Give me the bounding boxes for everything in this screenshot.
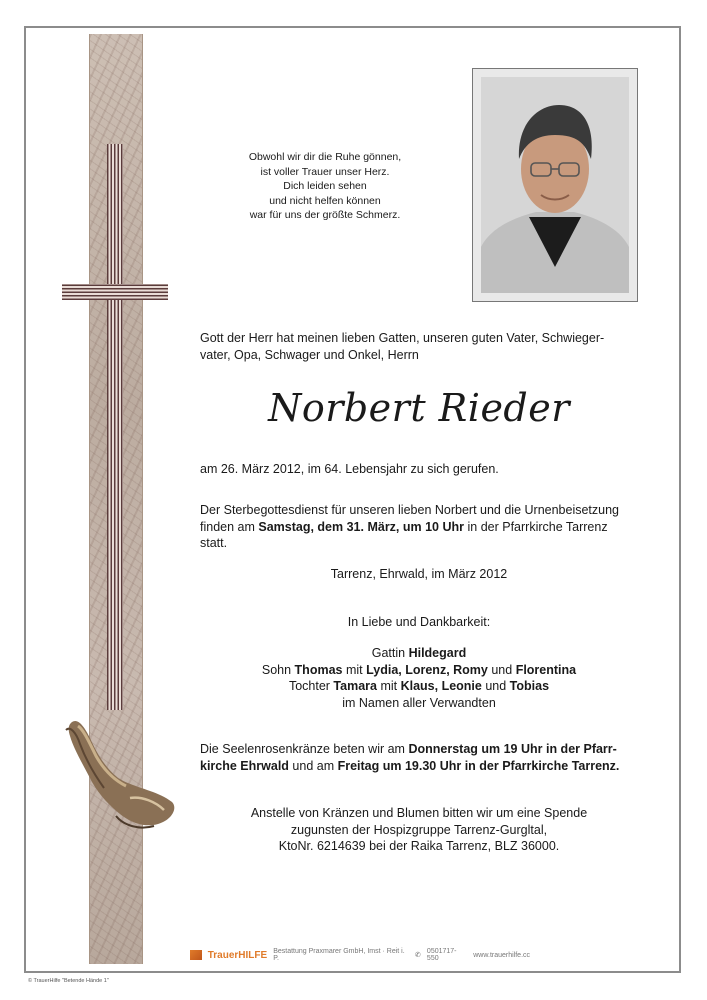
- footer-web[interactable]: www.trauerhilfe.cc: [473, 951, 531, 959]
- family-connector: mit: [376, 679, 401, 693]
- service-line: [200, 519, 638, 536]
- cross-horizontal-beam: [62, 284, 168, 300]
- family-name: Tamara: [333, 679, 377, 693]
- family-line-wife: [200, 645, 638, 662]
- rosary-part: Die Seelenrosenkränze beten wir am: [200, 742, 409, 756]
- family-label: Gattin: [371, 646, 409, 660]
- footer: [190, 948, 530, 962]
- family-connector: mit: [342, 662, 367, 677]
- family-list: [200, 645, 638, 711]
- service-text: finden am: [200, 519, 259, 534]
- service-location: in der Pfarrkirche Tarrenz: [464, 519, 608, 534]
- portrait-photo: [481, 77, 629, 293]
- family-label: Sohn: [261, 662, 295, 677]
- verse-line: ist voller Trauer unser Herz.: [260, 165, 390, 178]
- rosary-time-2: Freitag um 19.30 Uhr in der Pfarrkirche Tarrenz.: [337, 758, 620, 773]
- footer-brand: TrauerHILFE: [207, 949, 268, 961]
- portrait-illustration: [481, 77, 629, 293]
- trauerhilfe-logo-icon: [190, 950, 202, 960]
- donation-text: [200, 805, 638, 855]
- footer-phone: 0501717-550: [426, 948, 457, 962]
- intro-line: Gott der Herr hat meinen lieben Gatten, unseren guten Vater, Schwieger-: [200, 331, 605, 345]
- family-connector: und: [481, 679, 510, 693]
- family-line-daughter: [200, 678, 638, 695]
- funeral-service-text: [200, 502, 638, 552]
- family-label: Tochter: [288, 679, 334, 693]
- donation-line: zugunsten der Hospizgruppe Tarrenz-Gurgltal,: [290, 822, 548, 837]
- footer-company: Bestattung Praxmarer GmbH, Imst · Reit i. P.: [273, 948, 405, 962]
- portrait-frame: [472, 68, 638, 302]
- family-line-relatives: im Namen aller Verwandten: [342, 695, 496, 710]
- deceased-name: Norbert Rieder: [268, 386, 570, 430]
- verse-line: Dich leiden sehen: [283, 180, 367, 192]
- family-name: Tobias: [509, 679, 550, 693]
- service-date: Samstag, dem 31. März, um 10 Uhr: [258, 519, 465, 534]
- verse-line: und nicht helfen können: [269, 194, 381, 207]
- praying-hands-icon: [60, 716, 178, 836]
- phone-icon: ✆: [415, 952, 421, 959]
- verse-line: war für uns der größte Schmerz.: [249, 209, 401, 221]
- family-name: Thomas: [294, 662, 343, 677]
- family-name: Lydia, Lorenz, Romy: [366, 662, 488, 677]
- donation-line: Anstelle von Kränzen und Blumen bitten wir um eine Spende: [250, 806, 588, 820]
- rosary-location-1: kirche Ehrwald: [200, 758, 289, 773]
- service-line: Der Sterbegottesdienst für unseren lieben Norbert und die Urnenbeisetzung: [200, 503, 620, 517]
- family-name: Klaus, Leonie: [400, 679, 482, 693]
- copyright-note: © TrauerHilfe "Betende Hände 1": [28, 978, 109, 984]
- place-and-date: Tarrenz, Ehrwald, im März 2012: [330, 567, 508, 581]
- family-line-son: [200, 662, 638, 679]
- family-connector: und: [487, 662, 516, 677]
- verse-line: Obwohl wir dir die Ruhe gönnen,: [248, 151, 402, 163]
- intro-text: [200, 330, 638, 363]
- service-line: statt.: [200, 536, 228, 550]
- rosary-time-1: Donnerstag um 19 Uhr in der Pfarr-: [408, 742, 617, 756]
- rosary-text: [200, 741, 638, 774]
- memorial-verse: [210, 150, 440, 223]
- family-name: Hildegard: [408, 646, 467, 660]
- rosary-part: und am: [288, 758, 338, 773]
- cross-vertical-beam: [107, 144, 123, 710]
- family-name: Florentina: [515, 662, 577, 677]
- donation-line: KtoNr. 6214639 bei der Raika Tarrenz, BLZ 36000.: [278, 839, 560, 853]
- closing-phrase: In Liebe und Dankbarkeit:: [347, 615, 491, 629]
- death-notice: am 26. März 2012, im 64. Lebensjahr zu sich gerufen.: [200, 462, 499, 476]
- intro-line: vater, Opa, Schwager und Onkel, Herrn: [200, 347, 419, 362]
